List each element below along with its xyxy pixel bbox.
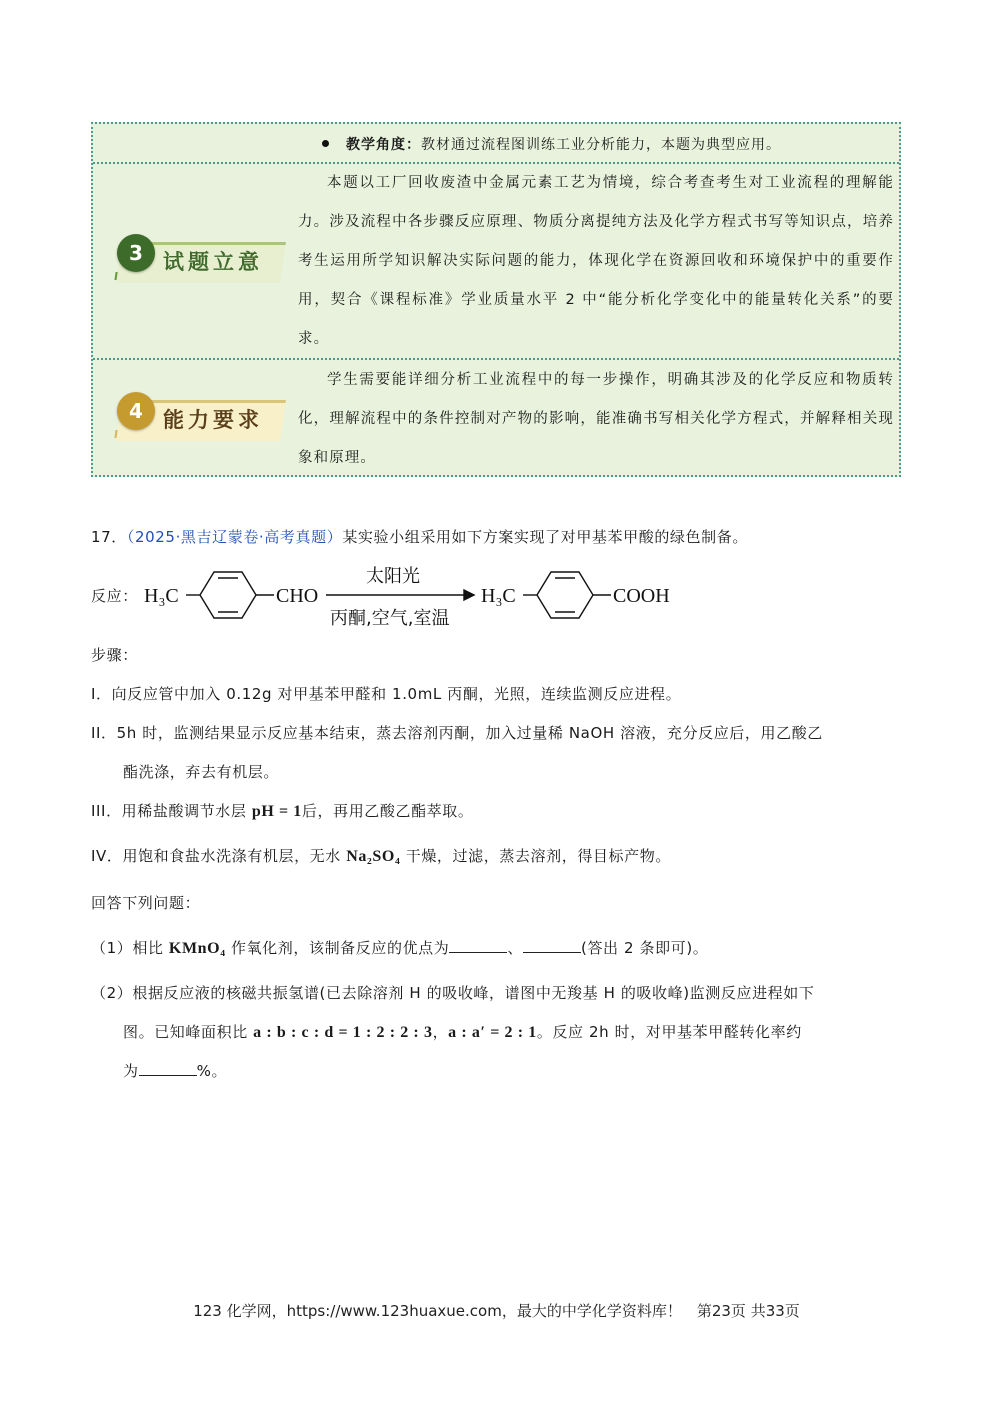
step-2-line1: II．5h 时，监测结果显示反应基本结束，蒸去溶剂丙酮，加入过量稀 NaOH 溶液，充分反应后，用乙酸乙	[91, 724, 823, 742]
na2so4-formula: Na₂SO₄	[346, 848, 401, 865]
q2-comma: ，	[432, 1023, 449, 1041]
teaching-angle-text: 教材通过流程图训练工业分析能力，本题为典型应用。	[421, 137, 781, 153]
bullet-dot	[322, 140, 329, 147]
intent-badge	[113, 232, 283, 280]
step-4	[91, 845, 671, 866]
condition-bottom: 丙酮,空气,室温	[330, 608, 450, 629]
subquestion-2-line3	[123, 1060, 227, 1081]
ability-badge	[113, 390, 283, 438]
ability-text: 学生需要能详细分析工业流程中的每一步操作，明确其涉及的化学反应和物质转化，理解流程中的条件控制对产物的影响，能准确书写相关化学方程式，并解释相关现象和原理。	[298, 372, 894, 466]
reaction-label: 反应：	[91, 587, 138, 605]
subquestion-1	[91, 937, 708, 958]
step-4-text-end: 干燥，过滤，蒸去溶剂，得目标产物。	[400, 847, 671, 865]
ability-title: 能力要求	[163, 408, 263, 432]
q2-percent: %。	[196, 1062, 228, 1080]
q2-text-3: 为	[123, 1062, 139, 1080]
condition-top: 太阳光	[366, 566, 420, 587]
page-footer: 123 化学网，https://www.123huaxue.com，最大的中学化学资料库！ 第23页 共33页	[193, 1302, 800, 1320]
step-4-text: IV．用饱和食盐水洗涤有机层，无水	[91, 847, 347, 865]
intent-number: 3	[117, 234, 155, 272]
q2-text-2: 。反应 2h 时，对甲基苯甲醛转化率约	[536, 1023, 802, 1041]
answer-blank-3[interactable]	[139, 1061, 197, 1076]
peak-area-ratio: a : b : c : d = 1 : 2 : 2 : 3	[253, 1024, 433, 1041]
answer-prompt: 回答下列问题：	[91, 894, 201, 912]
kmno4-formula: KMnO₄	[168, 940, 226, 957]
product-methyl: H₃C	[481, 585, 516, 607]
ph-value: pH = 1	[251, 803, 302, 820]
question-number: 17．	[91, 528, 127, 546]
step-2-line2: 酯洗涤，弃去有机层。	[123, 763, 280, 781]
question-stem: 某实验小组采用如下方案实现了对甲基苯甲酸的绿色制备。	[342, 528, 748, 546]
reaction-scheme	[138, 558, 698, 632]
subquestion-2-line1: （2）根据反应液的核磁共振氢谱(已去除溶剂 H 的吸收峰，谱图中无羧基 H 的吸收峰)监测反应进程如下	[91, 984, 815, 1002]
ability-number: 4	[117, 392, 155, 430]
q2-text: 图。已知峰面积比	[123, 1023, 254, 1041]
subquestion-2-line2	[123, 1021, 802, 1042]
intent-title: 试题立意	[163, 250, 263, 274]
analysis-box	[91, 122, 901, 477]
steps-label: 步骤：	[91, 646, 138, 664]
benzene-ring-product	[537, 572, 593, 618]
step-3	[91, 800, 474, 821]
step-1: I．向反应管中加入 0.12g 对甲基苯甲醛和 1.0mL 丙酮，光照，连续监测反应进程。	[91, 685, 682, 703]
q1-text-3: (答出 2 条即可)。	[581, 939, 709, 957]
row-divider	[93, 358, 899, 360]
intent-text: 本题以工厂回收废渣中金属元素工艺为情境，综合考查考生对工业流程的理解能力。涉及流程中各步骤反应原理、物质分离提纯方法及化学方程式书写等知识点，培养考生运用所学知识解决实际问题的能力，体现化学在资源回收和环境保护中的重要作用，契合《课程标准》学业质量水平 2 中“能分析化学变化中的能量转化关系”的要求。	[298, 175, 894, 347]
teaching-angle-line	[346, 134, 781, 154]
q1-separator: 、	[507, 939, 523, 957]
reactant-aldehyde: CHO	[276, 585, 319, 607]
answer-blank-2[interactable]	[523, 938, 581, 953]
a-ratio: a : a′ = 2 : 1	[448, 1024, 537, 1041]
product-carboxyl: COOH	[613, 585, 670, 607]
step-3-text-end: 后，再用乙酸乙酯萃取。	[301, 802, 474, 820]
reactant-methyl: H₃C	[144, 585, 179, 607]
teaching-angle-label: 教学角度：	[346, 137, 421, 153]
q1-text-2: 作氧化剂，该制备反应的优点为	[225, 939, 450, 957]
step-3-text: III．用稀盐酸调节水层	[91, 802, 252, 820]
question-header	[91, 526, 748, 547]
answer-blank-1[interactable]	[449, 938, 507, 953]
q1-text: （1）相比	[91, 939, 169, 957]
question-source-link[interactable]: （2025·黑吉辽蒙卷·高考真题）	[126, 528, 343, 546]
benzene-ring-reactant	[200, 572, 256, 618]
